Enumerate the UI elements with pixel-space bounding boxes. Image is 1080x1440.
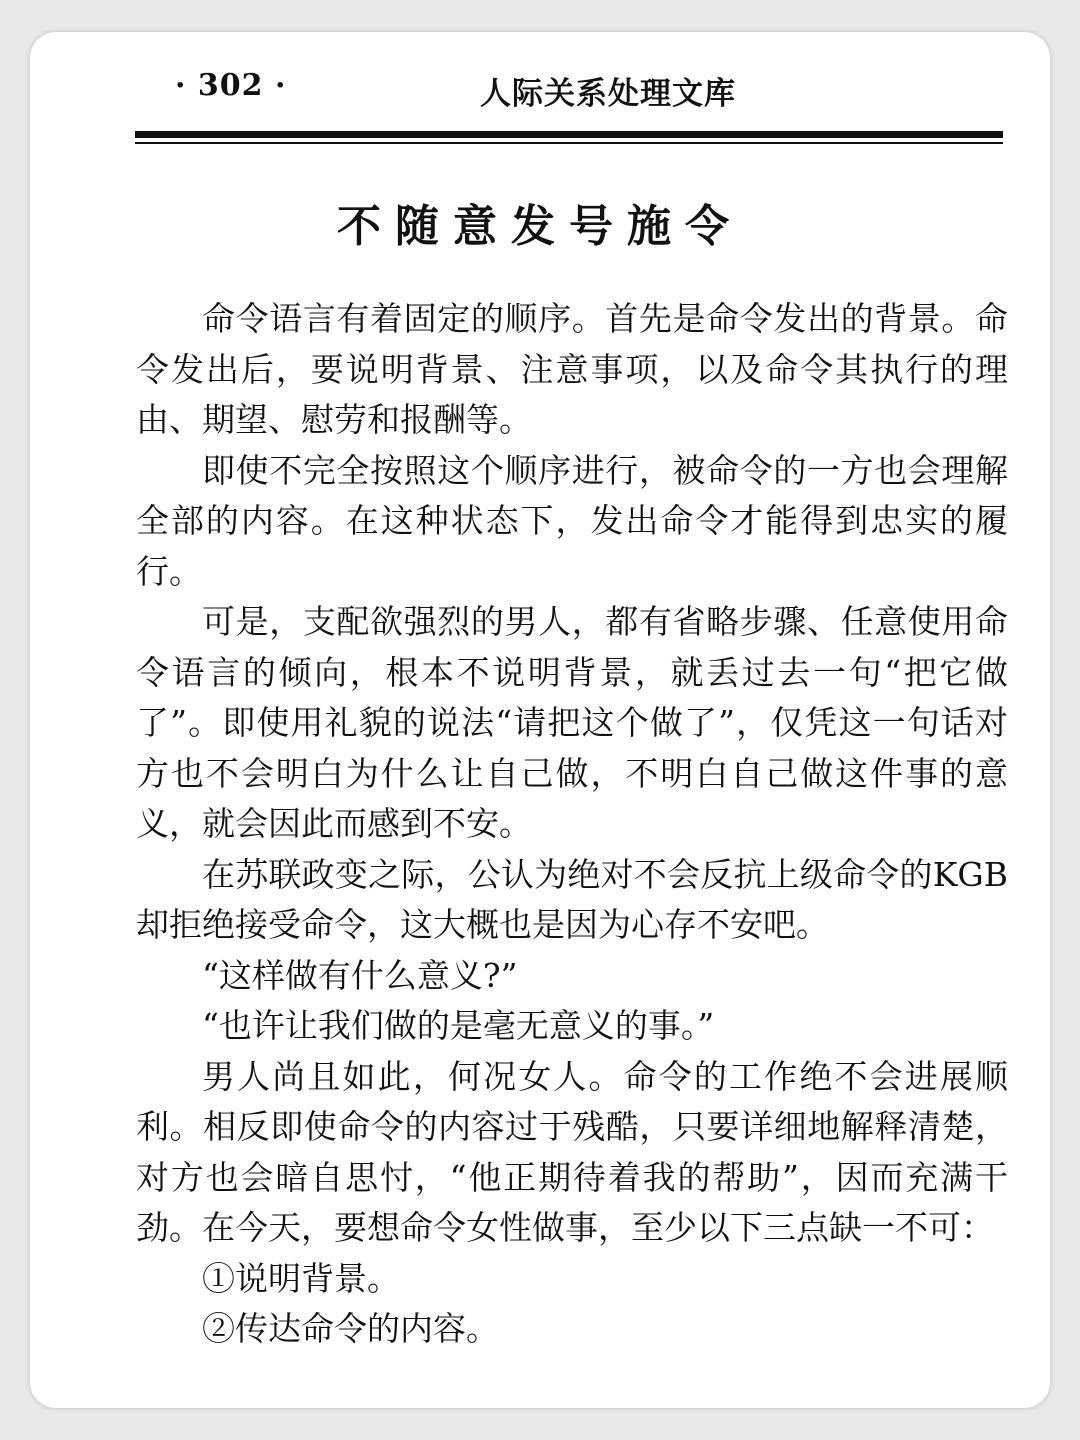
header-rule-thick [135, 131, 1003, 138]
chapter-title: 不随意发号施令 [337, 201, 743, 252]
paragraph: 可是，支配欲强烈的男人，都有省略步骤、任意使用命令语言的倾向，根本不说明背景，就丢过去一句“把它做了”。即使用礼貌的说法“请把这个做了”，仅凭这一句话对方也不会明白为什么让自己做，不明白自己做这件事的意义，就会因此而感到不安。 [136, 602, 1008, 843]
quote-line: “这样做有什么意义?” [202, 955, 518, 995]
list-item: ②传达命令的内容。 [202, 1309, 499, 1348]
quote-line: “也许让我们做的是毫无意义的事。” [202, 1006, 715, 1045]
body-text [136, 294, 1008, 1355]
book-title: 人际关系处理文库 [480, 76, 736, 112]
book-page [30, 32, 1050, 1408]
paragraph: 在苏联政变之际，公认为绝对不会反抗上级命令的KGB却拒绝接受命令，这大概也是因为心存不安吧。 [136, 854, 1008, 944]
paragraph: 男人尚且如此，何况女人。命令的工作绝不会进展顺利。相反即使命令的内容过于残酷，只要详细地解释清楚，对方也会暗自思忖，“他正期待着我的帮助”，因而充满干劲。在今天，要想命令女性做事，至少以下三点缺一不可： [136, 1056, 1008, 1247]
running-head [135, 68, 1005, 112]
list-item: ①说明背景。 [202, 1258, 400, 1298]
header-rule-thin [135, 142, 1003, 144]
paragraph: 命令语言有着固定的顺序。首先是命令发出的背景。命令发出后，要说明背景、注意事项，以及命令其执行的理由、期望、慰劳和报酬等。 [136, 299, 1008, 439]
paragraph: 即使不完全按照这个顺序进行，被命令的一方也会理解全部的内容。在这种状态下，发出命令才能得到忠实的履行。 [136, 450, 1008, 591]
page-number: · 302 · [175, 68, 287, 103]
